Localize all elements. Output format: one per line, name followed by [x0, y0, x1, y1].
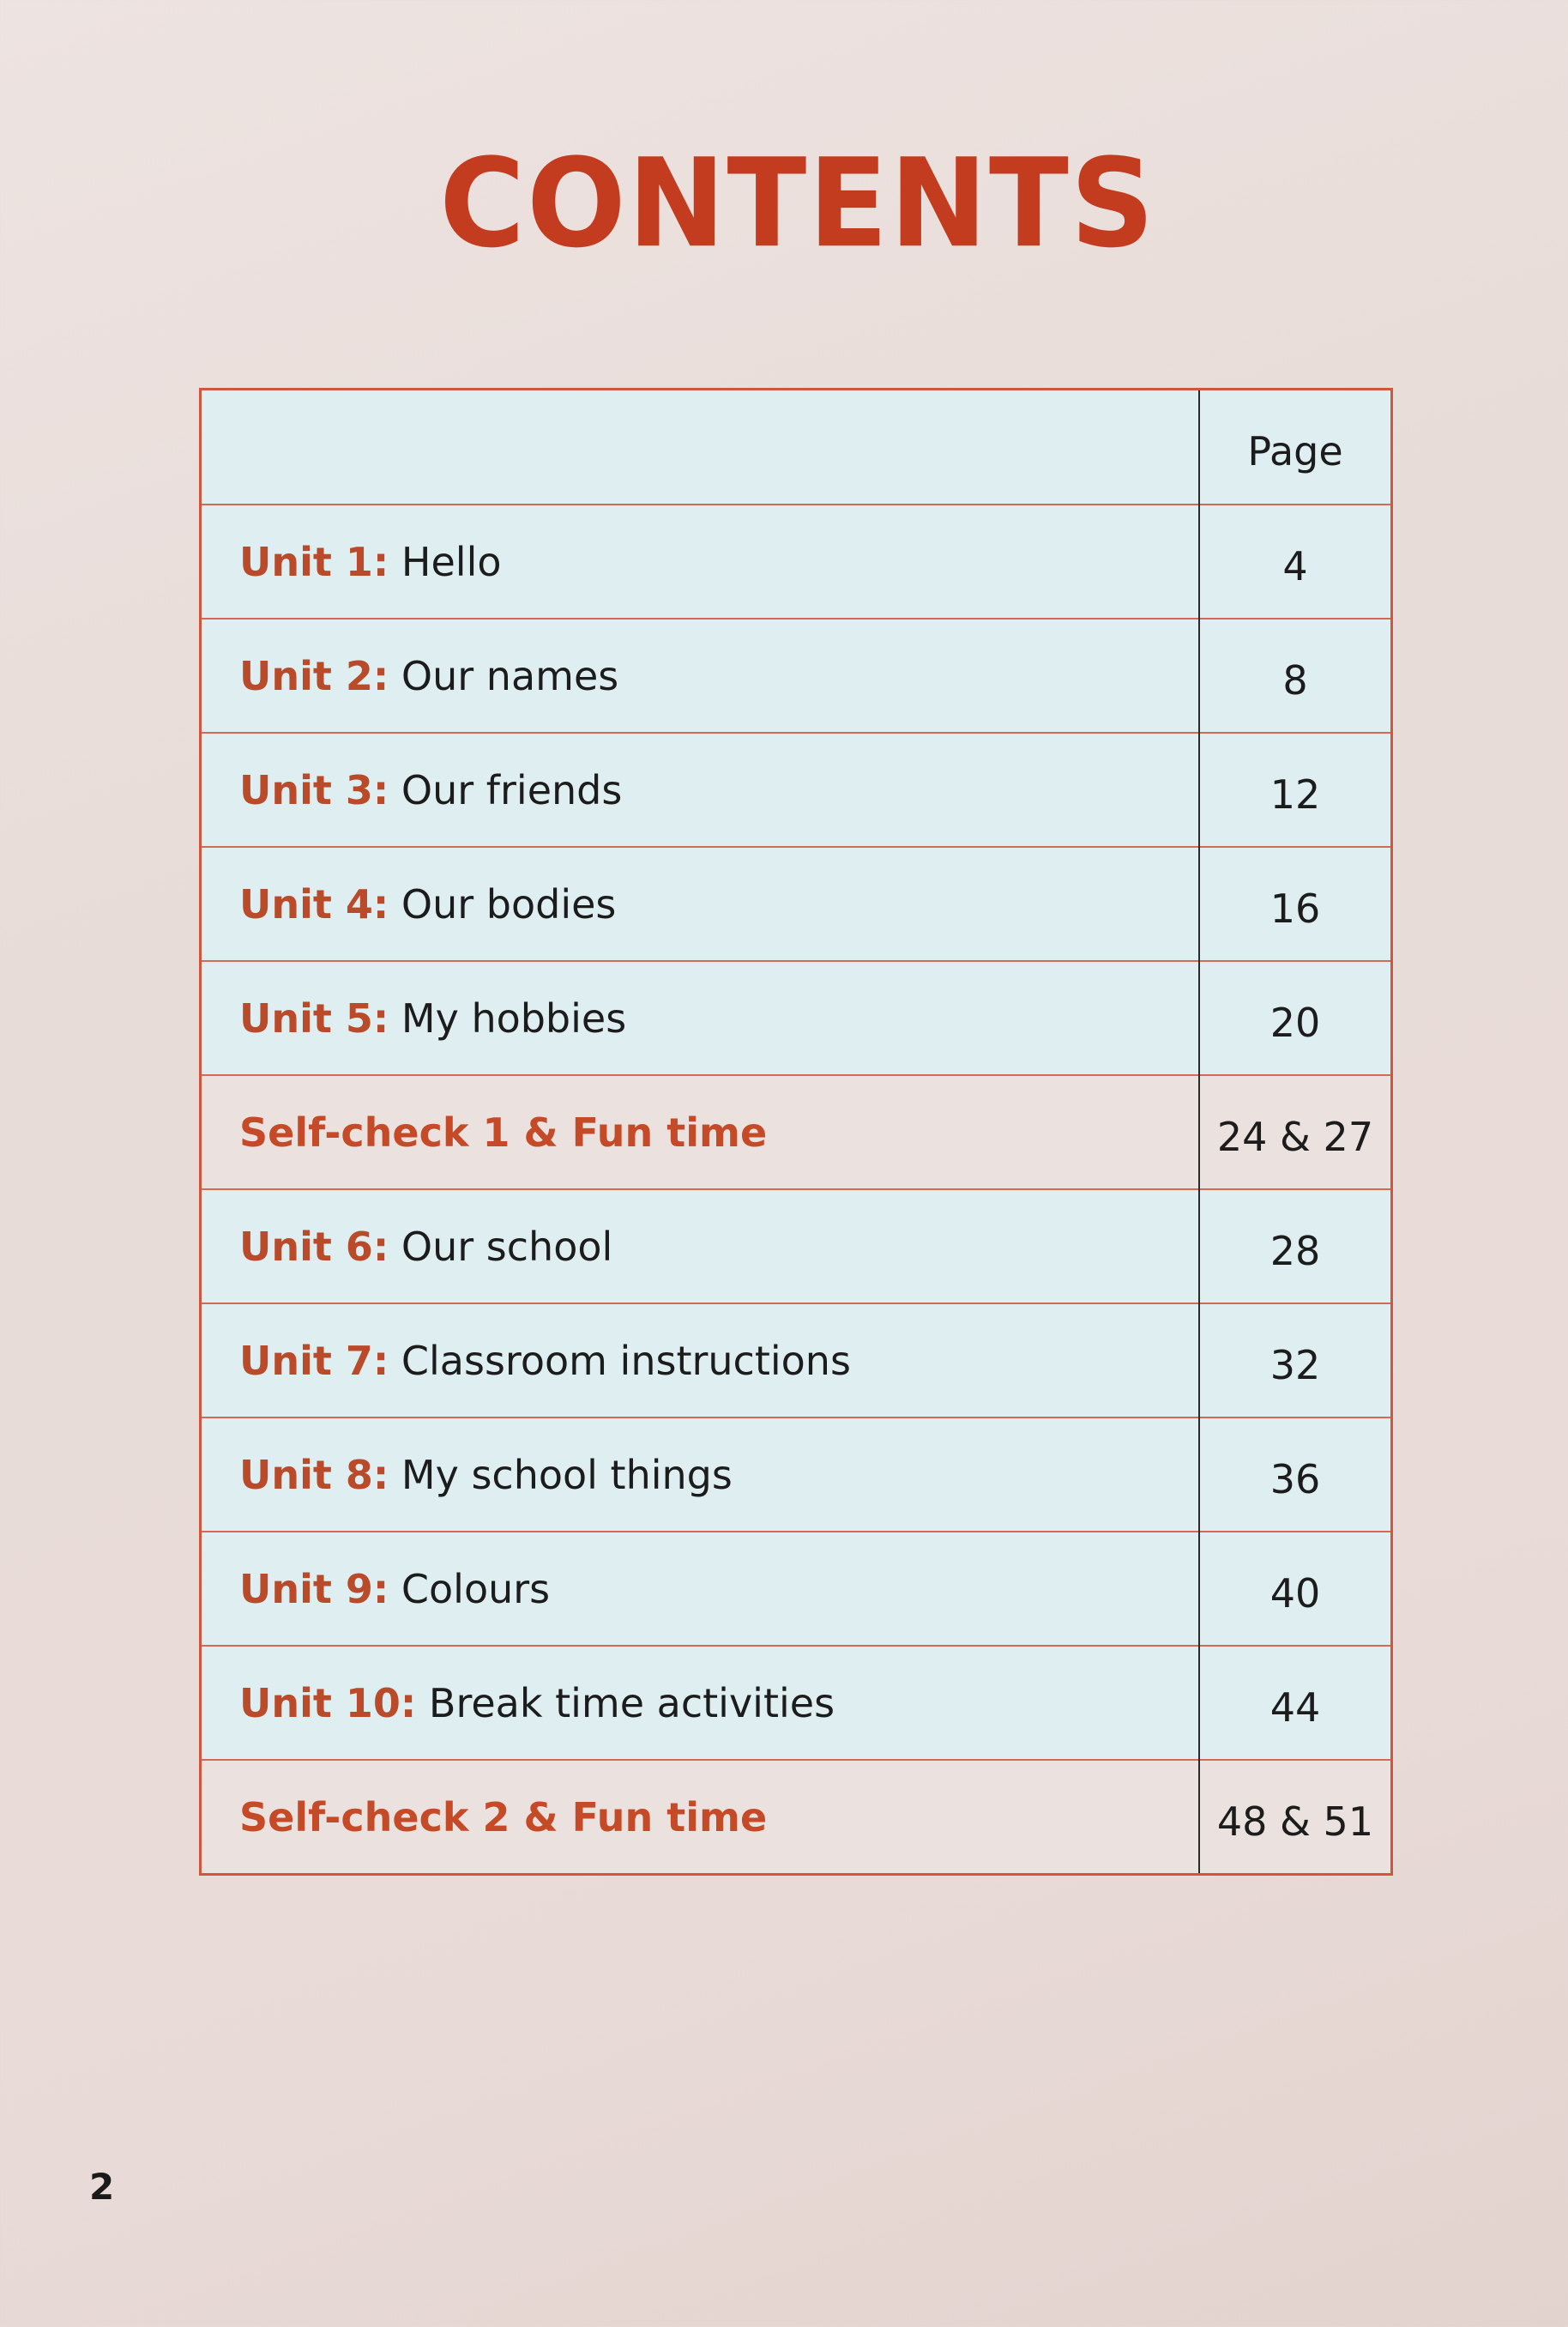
row-title-cell — [201, 619, 1200, 733]
table-row-unit-7 — [201, 1303, 1392, 1417]
table-row-unit-2 — [201, 619, 1392, 733]
unit-label: Unit 3: — [239, 766, 389, 813]
unit-name: Break time activities — [428, 1679, 835, 1726]
table-row-selfcheck-2 — [201, 1760, 1392, 1875]
row-page-cell: 40 — [1199, 1532, 1392, 1646]
unit-name: Colours — [401, 1565, 551, 1612]
row-page-cell: 48 & 51 — [1199, 1760, 1392, 1875]
unit-label: Unit 2: — [239, 652, 389, 699]
row-page-cell: 20 — [1199, 961, 1392, 1075]
unit-name: Our school — [401, 1223, 613, 1270]
row-title-cell — [201, 1303, 1200, 1417]
unit-label: Unit 4: — [239, 880, 389, 928]
table-row-unit-10 — [201, 1646, 1392, 1760]
unit-label: Unit 7: — [239, 1337, 389, 1384]
table-row-unit-8 — [201, 1417, 1392, 1532]
row-title-cell — [201, 505, 1200, 619]
header-page-label: Page — [1247, 428, 1343, 474]
selfcheck-label: Self-check 1 & Fun time — [239, 1109, 768, 1156]
table-row-unit-9 — [201, 1532, 1392, 1646]
row-page-cell: 36 — [1199, 1417, 1392, 1532]
unit-name: My school things — [401, 1451, 733, 1498]
row-title-cell — [201, 847, 1200, 961]
header-title-cell — [201, 390, 1200, 505]
unit-name: Our friends — [401, 766, 623, 813]
row-title-cell — [201, 1532, 1200, 1646]
row-title-cell — [201, 1075, 1200, 1189]
unit-name: Classroom instructions — [401, 1337, 851, 1384]
row-title-cell — [201, 961, 1200, 1075]
unit-label: Unit 1: — [239, 538, 389, 585]
row-title-cell — [201, 1417, 1200, 1532]
table-row-unit-3 — [201, 733, 1392, 847]
unit-label: Unit 9: — [239, 1565, 389, 1612]
row-page-cell: 32 — [1199, 1303, 1392, 1417]
unit-name: Our bodies — [401, 880, 617, 928]
unit-name: Hello — [401, 538, 502, 585]
selfcheck-label: Self-check 2 & Fun time — [239, 1793, 768, 1840]
unit-label: Unit 5: — [239, 994, 389, 1042]
table-row-selfcheck-1 — [201, 1075, 1392, 1189]
row-title-cell — [201, 1760, 1200, 1875]
row-title-cell — [201, 733, 1200, 847]
unit-label: Unit 8: — [239, 1451, 389, 1498]
table-row-unit-1 — [201, 505, 1392, 619]
unit-name: Our names — [401, 652, 619, 699]
row-page-cell: 4 — [1199, 505, 1392, 619]
unit-label: Unit 6: — [239, 1223, 389, 1270]
table-row-unit-5 — [201, 961, 1392, 1075]
table-row-unit-6 — [201, 1189, 1392, 1303]
row-page-cell: 24 & 27 — [1199, 1075, 1392, 1189]
row-page-cell: 44 — [1199, 1646, 1392, 1760]
unit-name: My hobbies — [401, 994, 627, 1042]
row-page-cell: 8 — [1199, 619, 1392, 733]
page-title: CONTENTS — [439, 133, 1156, 275]
table-header-row — [201, 390, 1392, 505]
row-page-cell: 12 — [1199, 733, 1392, 847]
row-title-cell — [201, 1189, 1200, 1303]
unit-label: Unit 10: — [239, 1679, 417, 1726]
page-number: 2 — [89, 2166, 115, 2208]
row-title-cell — [201, 1646, 1200, 1760]
contents-table — [199, 388, 1393, 1876]
header-page-cell — [1199, 390, 1392, 505]
row-page-cell: 16 — [1199, 847, 1392, 961]
table-row-unit-4 — [201, 847, 1392, 961]
row-page-cell: 28 — [1199, 1189, 1392, 1303]
